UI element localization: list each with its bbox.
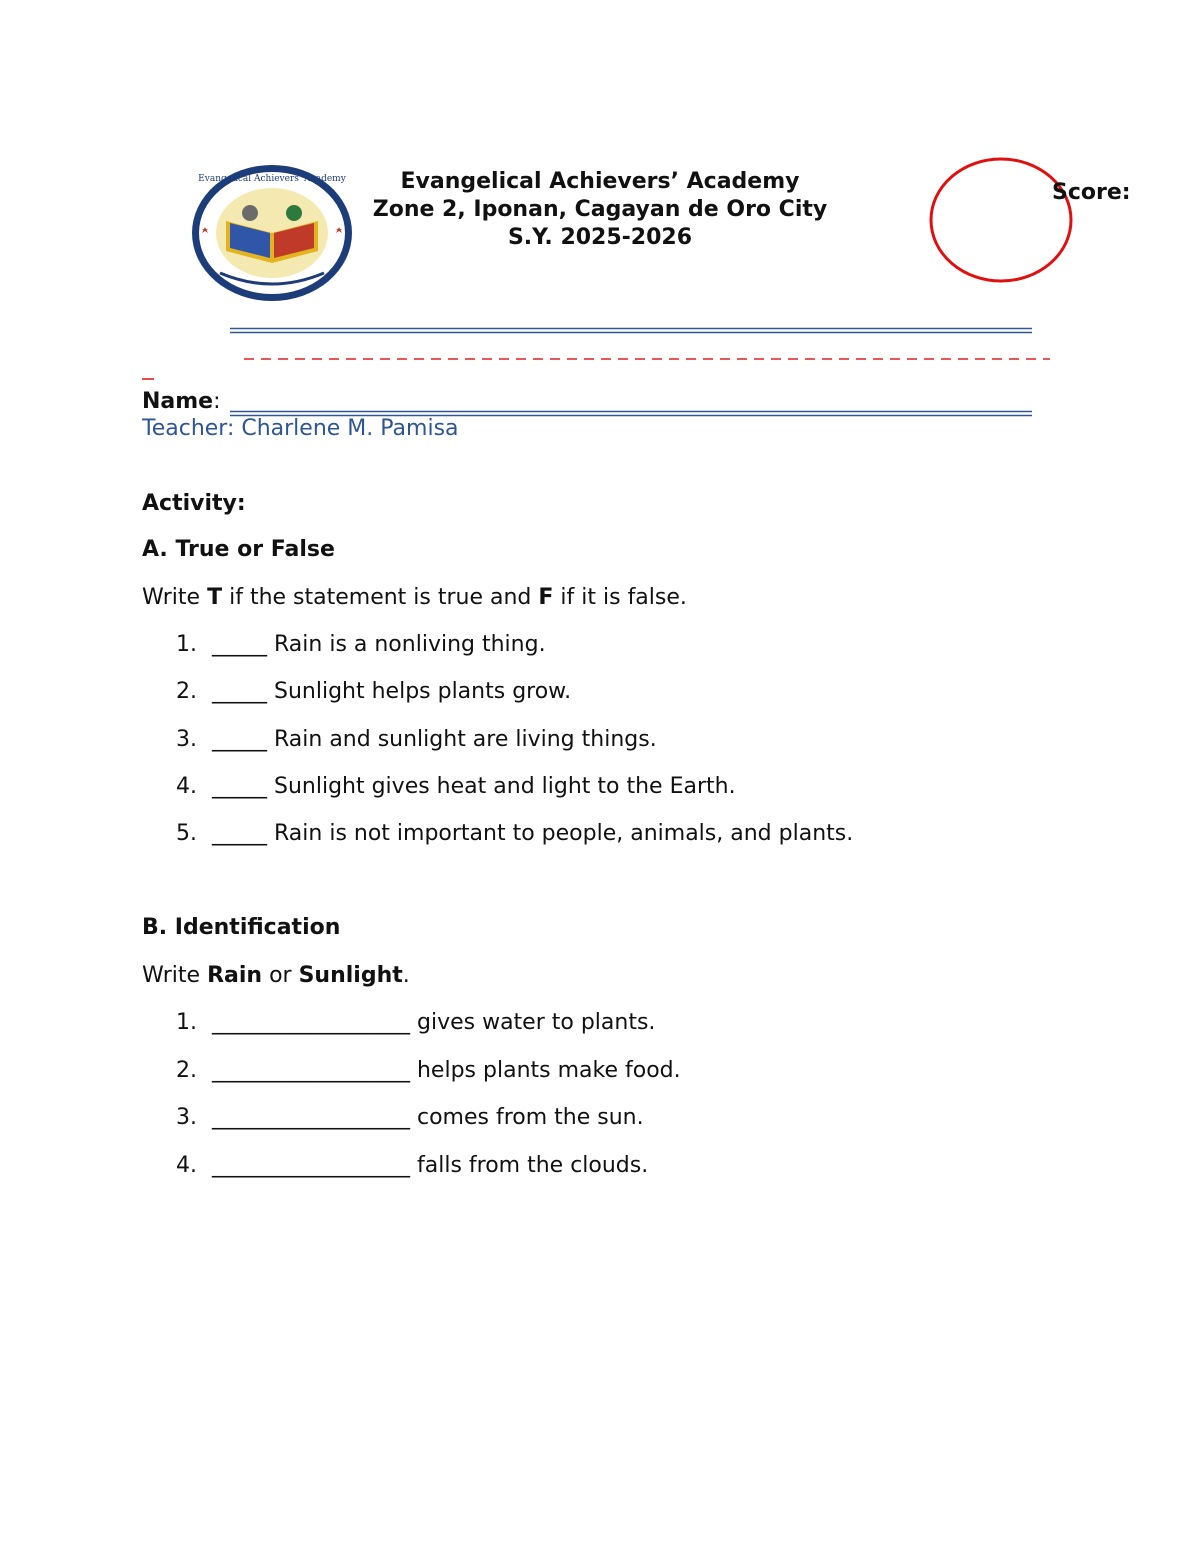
logo-lettering: Evangelical Achievers' Academy — [198, 174, 346, 184]
item-number: 3. — [176, 727, 197, 752]
school-year: S.Y. 2025-2026 — [507, 225, 693, 250]
item-number: 4. — [176, 774, 197, 799]
item-number: 2. — [176, 679, 197, 704]
instruction-rain-word: Rain — [207, 963, 263, 988]
answer-blank[interactable]: __________________ — [212, 1058, 410, 1083]
name-label: Name — [142, 389, 214, 414]
identification-item — [176, 1105, 644, 1130]
red-dashed-rule — [244, 350, 1050, 364]
answer-blank[interactable]: __________________ — [212, 1105, 410, 1130]
item-statement: Sunlight helps plants grow. — [267, 679, 572, 704]
identification-item — [176, 1010, 655, 1035]
name-colon: : — [213, 389, 221, 414]
answer-blank[interactable]: _____ — [212, 679, 267, 704]
score-label: Score: — [1052, 180, 1131, 205]
section-b-instruction — [142, 963, 410, 988]
item-statement: Sunlight gives heat and light to the Earth. — [267, 774, 736, 799]
red-dash-mark — [142, 376, 154, 382]
score-circle — [928, 155, 1074, 285]
instruction-true-letter: T — [207, 585, 223, 610]
instruction-text: if it is false. — [553, 585, 687, 610]
item-number: 1. — [176, 632, 197, 657]
instruction-text: . — [402, 963, 410, 988]
true-false-item — [176, 679, 571, 704]
true-false-item — [176, 821, 853, 846]
true-false-item — [176, 774, 736, 799]
section-b-heading: B. Identification — [142, 915, 341, 940]
instruction-text: or — [262, 963, 299, 988]
header-double-rule — [230, 327, 1032, 335]
instruction-text: Write — [142, 963, 208, 988]
answer-blank[interactable]: __________________ — [212, 1010, 410, 1035]
item-number: 5. — [176, 821, 197, 846]
item-number: 3. — [176, 1105, 197, 1130]
answer-blank[interactable]: __________________ — [212, 1153, 410, 1178]
item-statement: comes from the sun. — [410, 1105, 644, 1130]
item-statement: gives water to plants. — [410, 1010, 656, 1035]
activity-title: Activity: — [142, 491, 246, 516]
item-statement: Rain is a nonliving thing. — [267, 632, 546, 657]
teacher-name: Teacher: Charlene M. Pamisa — [142, 416, 459, 441]
item-statement: helps plants make food. — [410, 1058, 681, 1083]
name-row — [142, 389, 221, 414]
answer-blank[interactable]: _____ — [212, 632, 267, 657]
true-false-item — [176, 632, 546, 657]
identification-item — [176, 1058, 681, 1083]
answer-blank[interactable]: _____ — [212, 774, 267, 799]
instruction-false-letter: F — [538, 585, 554, 610]
item-statement: Rain is not important to people, animals, and plants. — [267, 821, 854, 846]
answer-blank[interactable]: _____ — [212, 727, 267, 752]
instruction-text: Write — [142, 585, 208, 610]
section-a-instruction — [142, 585, 687, 610]
answer-blank[interactable]: _____ — [212, 821, 267, 846]
school-address: Zone 2, Iponan, Cagayan de Oro City — [372, 197, 828, 222]
instruction-sunlight-word: Sunlight — [298, 963, 403, 988]
school-name: Evangelical Achievers’ Academy — [400, 169, 800, 194]
identification-item — [176, 1153, 648, 1178]
item-number: 1. — [176, 1010, 197, 1035]
item-statement: falls from the clouds. — [410, 1153, 649, 1178]
item-number: 4. — [176, 1153, 197, 1178]
item-statement: Rain and sunlight are living things. — [267, 727, 657, 752]
true-false-item — [176, 727, 657, 752]
section-a-heading: A. True or False — [142, 537, 335, 562]
item-number: 2. — [176, 1058, 197, 1083]
instruction-text: if the statement is true and — [222, 585, 539, 610]
